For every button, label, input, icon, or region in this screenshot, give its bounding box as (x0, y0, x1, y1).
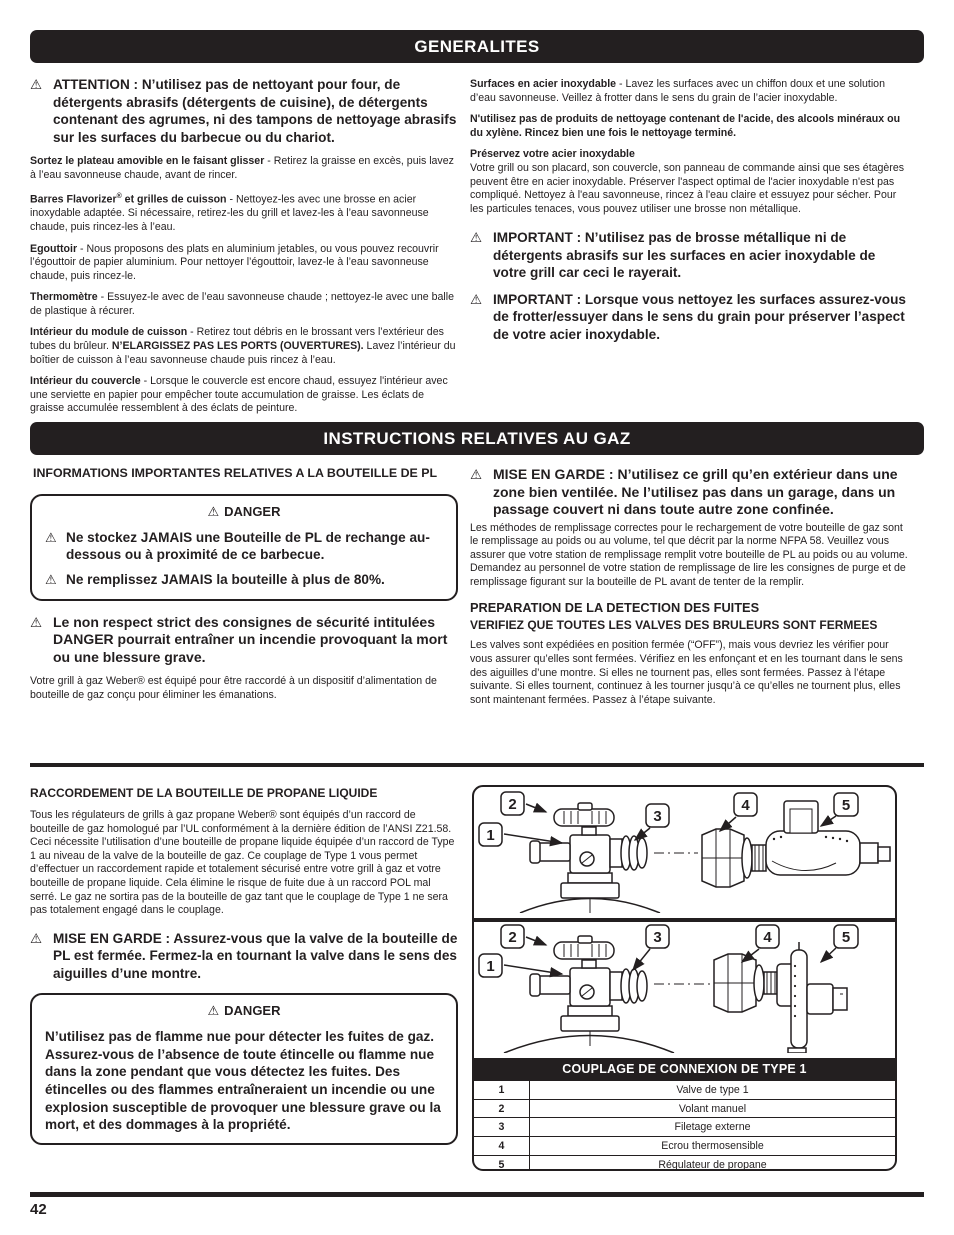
paragraph-lead: Surfaces en acier inoxydable (470, 78, 617, 90)
tank-dome-line (504, 1036, 674, 1054)
callout-2 (501, 792, 546, 815)
paragraph-pas-de-produits (470, 113, 910, 140)
danger-label: DANGER (224, 503, 281, 519)
table-row-number: 4 (474, 1137, 530, 1155)
danger-box-bouteille (30, 494, 458, 601)
paragraph-body: - Lavez les surfaces avec un chiffon doux et une solution d’eau savonneuse. Veillez à frotter dans le sens du grain de l’acier inoxydable. (470, 78, 885, 104)
paragraph-body: - Lorsque le couvercle est encore chaud, essuyez l'intérieur avec une serviette en papier pour empêcher toute accumulation de graisse. Les éclats de graisse accumulée ressemblent à des éclats de peinture. (30, 375, 448, 415)
important-warning-1 (470, 229, 910, 282)
non-respect-warning (30, 614, 458, 667)
section-header-gaz (30, 422, 924, 455)
paragraph-thermometre (30, 291, 458, 318)
table-row-number: 1 (474, 1081, 530, 1099)
table-row-label: Volant manuel (678, 1102, 747, 1115)
svg-text:1: 1 (486, 827, 495, 844)
table-row (474, 1080, 895, 1099)
danger-box-flamme (30, 993, 458, 1145)
paragraph-body: - Retirez la graisse en excès, puis lavez à l’eau savonneuse chaude, avant de rincer. (30, 155, 454, 181)
paragraph-plateau (30, 155, 458, 182)
coupling-table-header: COUPLAGE DE CONNEXION DE TYPE 1 (474, 1058, 895, 1080)
warning-icon: ⚠ (45, 529, 57, 545)
table-row-number: 3 (474, 1118, 530, 1136)
svg-text:5: 5 (841, 929, 851, 946)
footer-rule (30, 1192, 924, 1197)
danger-item-text: Ne stockez JAMAIS une Bouteille de PL de rechange au-dessous ou à proximité de ce barbecue. (66, 529, 430, 562)
table-row-number: 2 (474, 1100, 530, 1118)
paragraph-body: - Retirez tout débris en le brossant vers l’extérieur des tubes du brûleur. (30, 326, 444, 353)
attention-warning (30, 76, 458, 146)
warning-text: MISE EN GARDE : N’utilisez ce grill qu’en extérieur dans une zone bien ventilée. Ne l’utilisez pas dans un garage, dans un passage couvert ni dans toute autre zone confinée. (493, 466, 898, 517)
danger-item-text: Ne remplissez JAMAIS la bouteille à plus de 80%. (66, 571, 385, 587)
paragraph-lead: Intérieur du module de cuisson (30, 326, 188, 339)
heading-preparation-fuites: PREPARATION DE LA DETECTION DES FUITES (470, 600, 760, 616)
paragraph-egouttoir (30, 243, 458, 284)
paragraph-body: Votre grill ou son placard, son couvercle, son panneau de commande ainsi que ses étagères peuvent être en acier inoxydable. Préserver l'aspect optimal de l'acier inoxydable n'est pas compliqué. Nettoyez à l'eau savonneuse, rincez à l'eau claire et essuyez pour sécher. Pour les particules tenaces, vous pouvez utiliser une brosse non métallique. (470, 161, 905, 215)
mise-en-garde-valve (30, 930, 458, 983)
gaz-left-column (30, 466, 458, 710)
warning-icon: ⚠ (30, 614, 43, 630)
paragraph-bold: N'utilisez pas de produits de nettoyage contenant de l'acide, des alcools minéraux ou du xylène. Rincez bien une fois le nettoyage terminé. (470, 113, 901, 139)
danger-item-stockage (45, 529, 443, 563)
svg-text:3: 3 (653, 808, 662, 825)
generalites-left-column (30, 76, 458, 424)
important-text: IMPORTANT : Lorsque vous nettoyez les surfaces assurez-vous de frotter/essuyer dans le sens du grain pour préserver l’aspect de votre acier inoxydable. (493, 291, 906, 342)
paragraph-body: - Nettoyez-les avec une brosse en acier inoxydable adaptée. Si nécessaire, retirez-les du grill et lavez-les à l’eau savonneuse chaude, puis rincez-les à l’eau. (30, 193, 429, 233)
warning-icon: ⚠ (207, 1003, 220, 1019)
svg-text:2: 2 (508, 929, 517, 946)
paragraph-bold-warning: N’ELARGISSEZ PAS LES PORTS (OUVERTURES). (111, 340, 364, 353)
callout-3 (635, 804, 669, 840)
danger-box-title (45, 1003, 443, 1019)
paragraph-weber-equipe: Votre grill à gaz Weber® est équipé pour être raccordé à un dispositif d’alimentation de bouteille de gaz conçu pour éliminer les émanations. (30, 675, 437, 701)
diagram-regulator-horizontal (474, 787, 891, 913)
paragraph-lead: Préservez votre acier inoxydable (470, 148, 635, 161)
warning-icon: ⚠ (470, 291, 483, 307)
generalites-right-column (470, 78, 910, 352)
paragraph-flavorizer (30, 190, 458, 234)
table-row-label: Filetage externe (674, 1121, 751, 1134)
table-row (474, 1099, 895, 1118)
paragraph-preservez (470, 148, 910, 216)
warning-icon: ⚠ (470, 467, 483, 482)
table-row (474, 1136, 895, 1155)
registered-mark: ® (116, 193, 122, 201)
svg-text:5: 5 (841, 797, 851, 814)
callout-5 (821, 925, 858, 962)
danger-item-remplissage (45, 571, 443, 588)
danger-label: DANGER (224, 1003, 281, 1019)
paragraph-lead: Thermomètre (30, 291, 98, 304)
paragraph-surfaces-inox (470, 78, 910, 105)
important-warning-2 (470, 291, 910, 344)
paragraph-lead: Intérieur du couvercle (30, 375, 141, 388)
callout-1 (479, 954, 562, 977)
callout-2 (501, 925, 546, 948)
heading-raccordement: RACCORDEMENT DE LA BOUTEILLE DE PROPANE LIQUIDE (30, 786, 378, 800)
attention-text: ATTENTION : N’utilisez pas de nettoyant pour four, de détergents abrasifs (détergents de cuisine), de détergents contenant des agrumes, ni des tampons de nettoyage abrasifs sur les surfaces du barbecue ou du chariot. (53, 77, 457, 145)
section-divider-rule (30, 763, 924, 767)
section-header-generalites (30, 30, 924, 63)
section-title: GENERALITES (414, 36, 540, 56)
warning-icon: ⚠ (30, 77, 43, 92)
paragraph-lead: Sortez le plateau amovible en le faisant glisser (30, 155, 265, 167)
handwheel (554, 809, 614, 826)
external-thread (610, 839, 622, 867)
heading-informations-bouteille: INFORMATIONS IMPORTANTES RELATIVES A LA BOUTEILLE DE PL (33, 466, 438, 480)
paragraph-module-cuisson (30, 326, 458, 367)
table-row-label: Ecrou thermosensible (661, 1139, 764, 1152)
svg-text:1: 1 (486, 958, 495, 975)
warning-icon: ⚠ (207, 503, 220, 519)
paragraph-regulateurs: Tous les régulateurs de grills à gaz propane Weber® sont équipés d’un raccord de bouteille de gaz homologué par l’UL conformément à la dernière édition de l’ANSI Z21.58. Ceci nécessite l’utilisation d’une bouteille de propane liquide équipée d’un raccord de Type 1 au niveau de la valve de la bouteille de gaz. Ce couplage de Type 1 vous permet d’effectuer un raccordement rapide et totalement sécurisé entre votre grill à gaz et votre bouteille de propane liquide. Cela élimine le risque de fuite due à un raccord POL mal serré. Le gaz ne sortira pas de la bouteille de gaz tant que le couplage de Type 1 ne sera pas totalement engagé dans le couplage. (30, 809, 455, 917)
danger-body-text: N’utilisez pas de flamme nue pour détecter les fuites de gaz. Assurez-vous de l’absence de toute étincelle ou flamme nue dans la zone pendant que vous détectez les fuites. Des étincelles ou des flammes entraîneraient un incendie ou une explosion susceptible de provoquer une blessure grave ou la mort, et des dommages à la propriété. (45, 1029, 441, 1133)
paragraph-lead: Barres Flavorizer (30, 193, 117, 206)
table-row (474, 1117, 895, 1136)
raccordement-left-column (30, 786, 458, 1158)
warning-text: Le non respect strict des consignes de sécurité intitulées DANGER pourrait entraîner un incendie provoquant la mort ou une blessure grave. (53, 613, 448, 665)
warning-icon: ⚠ (30, 930, 43, 946)
svg-text:4: 4 (763, 929, 772, 946)
type1-coupling-diagram-box (472, 785, 897, 1171)
warning-text: MISE EN GARDE : Assurez-vous que la valve de la bouteille de PL est fermée. Fermez-la en tournant la valve dans le sens des aiguilles d’une montre. (53, 930, 458, 981)
external-thread (610, 972, 622, 1000)
paragraph-remplissage: Les méthodes de remplissage correctes pour le rechargement de votre bouteille de gaz sont le remplissage au poids ou au volume, tel que décrit par la norme NFPA 58. Veuillez vous assurer que votre station de remplissage remplit votre bouteille de PL au poids ou au volume. Demandez au personnel de votre station de remplissage de lire les consignes de purge et de remplissage figurant sur la bouteille de PL avant de tenter de la remplir. (470, 521, 908, 588)
danger-box-title (45, 504, 443, 520)
paragraph-valves-fermees: Les valves sont expédiées en position fermée (“OFF”), mais vous devriez les vérifier pour vous assurer qu’elles sont fermées. Vérifiez en les enfonçant et en les tournant dans le sens des aiguilles d’une montre. Si elles ne tournent pas, elles sont fermées. Passez à l’étape suivante. Si elles tournent, continuez à les tourner jusqu’à ce qu’elles ne tournent plus, elles sont maintenant fermées. Passez à l’étape suivante. (470, 639, 903, 706)
paragraph-lead: Egouttoir (30, 242, 78, 255)
callout-5 (821, 793, 858, 826)
table-row-label: Régulateur de propane (658, 1158, 767, 1171)
section-title: INSTRUCTIONS RELATIVES AU GAZ (323, 428, 631, 448)
paragraph-body: - Essuyez-le avec de l’eau savonneuse chaude ; nettoyez-le avec une balle de plastique à récurer. (30, 291, 454, 317)
handwheel (554, 942, 614, 959)
table-row-label: Valve de type 1 (676, 1083, 749, 1096)
table-row-number: 5 (474, 1156, 530, 1171)
warning-icon: ⚠ (45, 571, 57, 587)
paragraph-lead: et grilles de cuisson (121, 193, 227, 206)
warning-icon: ⚠ (470, 230, 483, 246)
page-number: 42 (30, 1201, 47, 1218)
paragraph-body: Lavez l’intérieur du boîtier de cuisson à l’eau savonneuse chaude puis rincez à l’eau. (30, 340, 456, 366)
paragraph-body: - Nous proposons des plats en aluminium jetables, ou vous pouvez recouvrir l’égouttoir de papier aluminium. Pour nettoyer l’égouttoir, lavez-le à l’eau savonneuse chaude, puis rincez-le. (30, 242, 439, 282)
mise-en-garde-exterieur (470, 466, 912, 519)
callout-3 (633, 925, 669, 970)
gaz-right-column (470, 466, 912, 715)
callout-4 (720, 793, 757, 831)
table-row (474, 1155, 895, 1171)
paragraph-couvercle (30, 375, 458, 416)
propane-regulator (791, 950, 807, 1048)
svg-text:3: 3 (653, 929, 662, 946)
heading-verifiez-valves: VERIFIEZ QUE TOUTES LES VALVES DES BRULEURS SONT FERMEES (470, 618, 878, 633)
svg-text:2: 2 (508, 796, 517, 813)
svg-text:4: 4 (741, 797, 750, 814)
important-text: IMPORTANT : N’utilisez pas de brosse métallique ni de détergents abrasifs sur les surfaces en acier inoxydable de votre grill car ceci le rayerait. (493, 230, 876, 281)
diagram-regulator-vertical (474, 922, 891, 1053)
